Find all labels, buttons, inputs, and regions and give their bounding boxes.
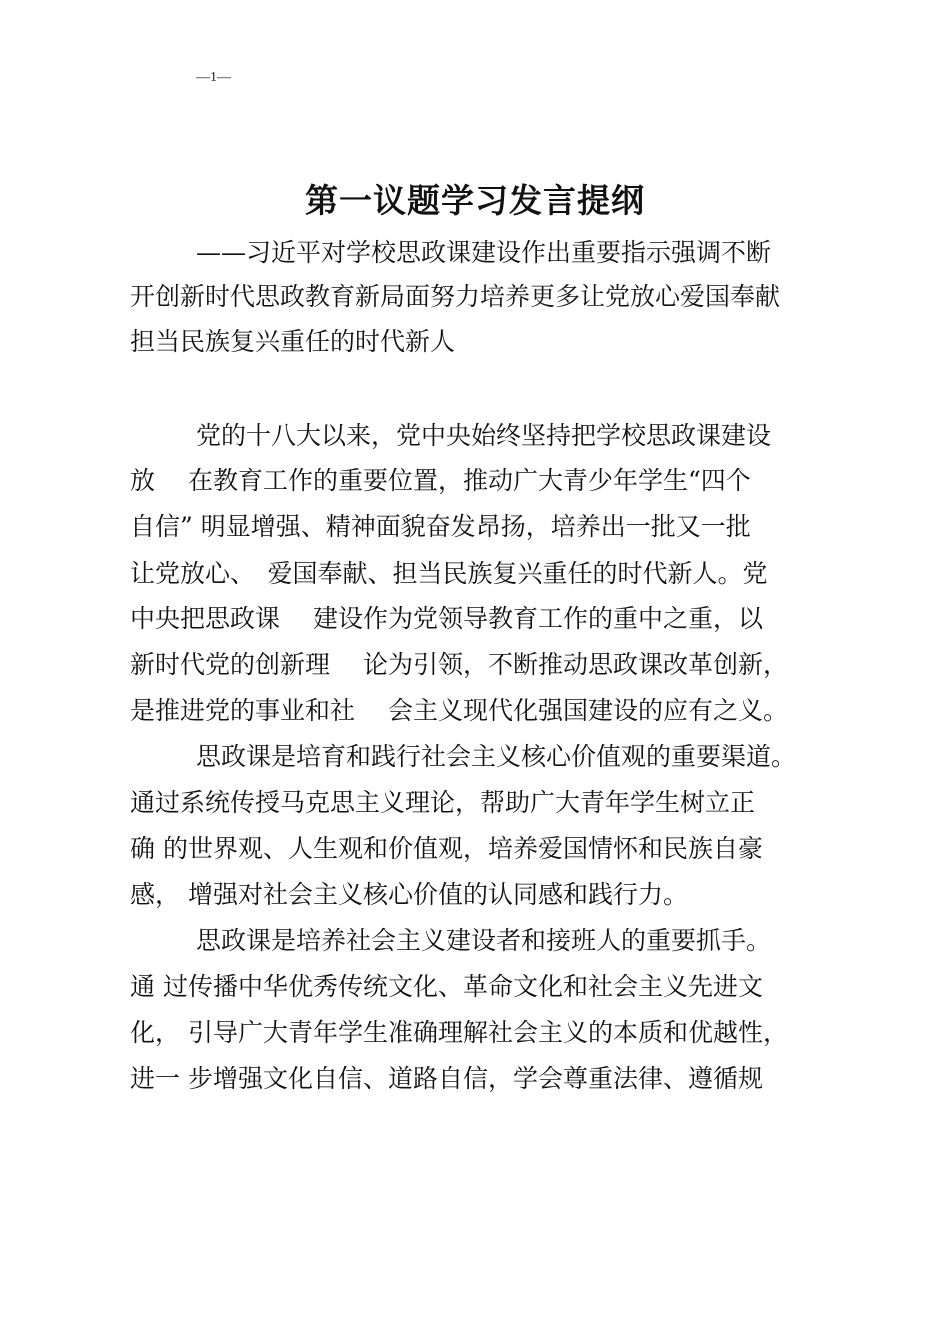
paragraph-line: 让党放心、 爱国奉献、担当民族复兴重任的时代新人。党 [130,559,768,588]
paragraph-line: 放 在教育工作的重要位置，推动广大青少年学生“四个 [130,466,751,495]
paragraph-line: 思政课是培育和践行社会主义核心价值观的重要渠道。 [196,742,797,771]
paragraph-line: 感， 增强对社会主义核心价值的认同感和践行力。 [130,880,688,909]
subtitle-line: 开创新时代思政教育新局面努力培养更多让党放心爱国奉献 [130,282,781,311]
paragraph-line: 通 过传播中华优秀传统文化、革命文化和社会主义先进文 [130,972,763,1001]
paragraph-line: 新时代党的创新理 论为引领，不断推动思政课改革创新， [130,650,788,679]
subtitle-line: ——习近平对学校思政课建设作出重要指示强调不断 [196,238,772,267]
page-number: —1— [196,70,231,85]
subtitle-line: 担当民族复兴重任的时代新人 [130,327,456,356]
paragraph-line: 是推进党的事业和社 会主义现代化强国建设的应有之义。 [130,696,788,725]
paragraph-line: 中央把思政课 建设作为党领导教育工作的重中之重，以 [130,604,763,633]
paragraph-line: 化， 引导广大青年学生准确理解社会主义的本质和优越性， [130,1018,788,1047]
paragraph-line: 通过系统传授马克思主义理论，帮助广大青年学生树立正 [130,788,756,817]
paragraph-line: 思政课是培养社会主义建设者和接班人的重要抓手。 [196,926,772,955]
paragraph-line: 自信” 明显增强、精神面貌奋发昂扬，培养出一批又一批 [130,512,751,541]
paragraph-line: 进一 步增强文化自信、道路自信，学会尊重法律、遵循规 [130,1064,763,1093]
paragraph-line: 确 的世界观、人生观和价值观，培养爱国情怀和民族自豪 [130,834,763,863]
paragraph-line: 党的十八大以来，党中央始终坚持把学校思政课建设 [196,421,772,450]
page-title: 第一议题学习发言提纲 [305,181,645,220]
